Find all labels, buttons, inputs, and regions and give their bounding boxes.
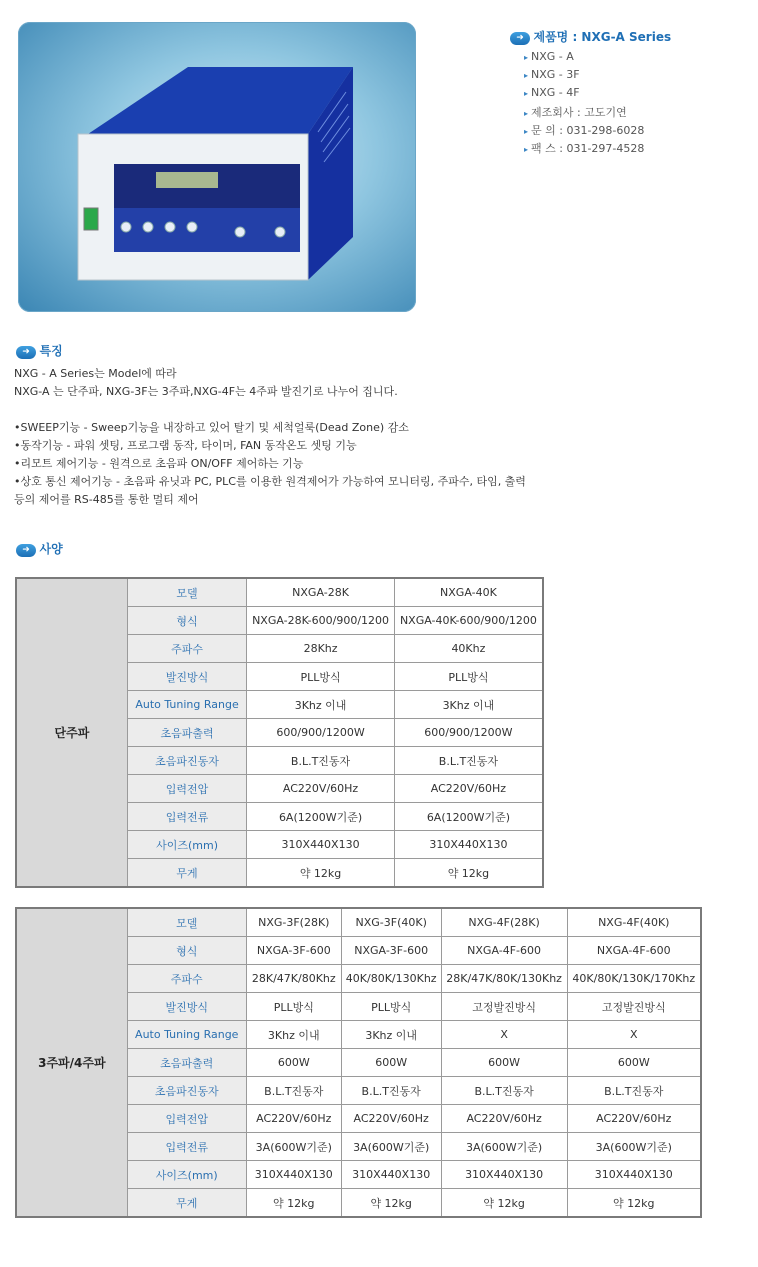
spec-value: 3A(600W기준) <box>341 1133 441 1161</box>
small-arrow-icon: ▸ <box>524 71 529 80</box>
spec-label: 발진방식 <box>127 993 246 1021</box>
spec-value: 약 12kg <box>567 1189 701 1218</box>
spec-label: 입력전압 <box>127 775 246 803</box>
spec-value: 28Khz <box>247 635 395 663</box>
spec-value: 3Khz 이내 <box>394 691 543 719</box>
spec-value: NXGA-3F-600 <box>246 937 341 965</box>
product-item: ▸ NXG - A <box>524 50 574 63</box>
group-label: 3주파/4주파 <box>16 908 127 1217</box>
spec-label: 모델 <box>127 908 246 937</box>
small-arrow-icon: ▸ <box>524 89 529 98</box>
spec-label: 형식 <box>127 937 246 965</box>
spec-value: NXGA-40K-600/900/1200 <box>394 607 543 635</box>
spec-label: 초음파진동자 <box>127 1077 246 1105</box>
spec-value: 3Khz 이내 <box>246 1021 341 1049</box>
spec-value: 310X440X130 <box>341 1161 441 1189</box>
spec-value: NXGA-4F-600 <box>567 937 701 965</box>
spec-value: 약 12kg <box>246 1189 341 1218</box>
spec-label: 발진방식 <box>127 663 246 691</box>
spec-value: PLL방식 <box>394 663 543 691</box>
spec-value: NXG-3F(40K) <box>341 908 441 937</box>
spec-value: NXGA-40K <box>394 578 543 607</box>
spec-value: NXGA-4F-600 <box>441 937 567 965</box>
phone-info: ▸ 문 의 : 031-298-6028 <box>524 124 645 137</box>
spec-value: AC220V/60Hz <box>341 1105 441 1133</box>
arrow-bullet-icon: ➜ <box>510 32 530 45</box>
spec-value: NXGA-28K <box>247 578 395 607</box>
spec-value: NXG-4F(40K) <box>567 908 701 937</box>
spec-value: 40Khz <box>394 635 543 663</box>
spec-value: 약 12kg <box>394 859 543 888</box>
spec-value: 310X440X130 <box>394 831 543 859</box>
spec-value: X <box>567 1021 701 1049</box>
maker-info: ▸ 제조회사 : 고도기연 <box>524 106 627 119</box>
spec-value: 600W <box>441 1049 567 1077</box>
spec-label: 입력전류 <box>127 1133 246 1161</box>
spec-heading: ➜ 사양 <box>16 540 63 557</box>
spec-value: B.L.T진동자 <box>567 1077 701 1105</box>
spec-value: B.L.T진동자 <box>246 1077 341 1105</box>
spec-value: 고정발진방식 <box>567 993 701 1021</box>
spec-value: 310X440X130 <box>246 1161 341 1189</box>
small-arrow-icon: ▸ <box>524 53 529 62</box>
spec-value: 6A(1200W기준) <box>247 803 395 831</box>
spec-value: 3Khz 이내 <box>341 1021 441 1049</box>
spec-value: 약 12kg <box>341 1189 441 1218</box>
group-label: 단주파 <box>16 578 127 887</box>
spec-label: 무게 <box>127 859 246 888</box>
spec-value: 40K/80K/130Khz <box>341 965 441 993</box>
spec-value: B.L.T진동자 <box>441 1077 567 1105</box>
spec-label: 주파수 <box>127 635 246 663</box>
spec-value: AC220V/60Hz <box>441 1105 567 1133</box>
spec-value: AC220V/60Hz <box>567 1105 701 1133</box>
spec-value: 약 12kg <box>441 1189 567 1218</box>
spec-label: 형식 <box>127 607 246 635</box>
spec-value: NXGA-28K-600/900/1200 <box>247 607 395 635</box>
spec-label: 입력전압 <box>127 1105 246 1133</box>
spec-value: AC220V/60Hz <box>247 775 395 803</box>
product-item: ▸ NXG - 3F <box>524 68 580 81</box>
spec-value: 약 12kg <box>247 859 395 888</box>
spec-label: 주파수 <box>127 965 246 993</box>
spec-value: AC220V/60Hz <box>246 1105 341 1133</box>
spec-label: Auto Tuning Range <box>127 1021 246 1049</box>
spec-value: 40K/80K/130K/170Khz <box>567 965 701 993</box>
product-photo <box>18 22 416 312</box>
spec-value: 600W <box>341 1049 441 1077</box>
spec-value: 310X440X130 <box>567 1161 701 1189</box>
small-arrow-icon: ▸ <box>524 145 529 154</box>
features-text: NXG - A Series는 Model에 따라 NXG-A 는 단주파, NXG-3F는 3주파,NXG-4F는 4주파 발진기로 나누어 집니다. •SWEEP기능 - Sweep기능을 내장하고 있어 탈기 및 세척얼룩(Dead Zone) 감소 •동작기능 - 파워 셋팅, 프로그램 동작, 타이머, FAN 동작온도 셋팅 기능 •리모트 제어기능 - 원격으로 초음파 ON/OFF 제어하는 기능 •상호 통신 제어기능 - 초음파 유닛과 PC, PLC를 이용한 원격제어가 가능하여 모니터링, 주파수, 타임, 출력 등의 제어를 RS-485를 통한 멀티 제어 <box>14 367 526 506</box>
spec-label: 모델 <box>127 578 246 607</box>
product-name-row <box>510 28 671 45</box>
table-row <box>16 908 701 937</box>
spec-table-multi <box>15 907 702 1218</box>
spec-value: 3Khz 이내 <box>247 691 395 719</box>
spec-label: 입력전류 <box>127 803 246 831</box>
spec-value: 28K/47K/80K/130Khz <box>441 965 567 993</box>
small-arrow-icon: ▸ <box>524 127 529 136</box>
spec-value: 고정발진방식 <box>441 993 567 1021</box>
spec-value: B.L.T진동자 <box>394 747 543 775</box>
spec-value: 600W <box>567 1049 701 1077</box>
spec-label: 초음파출력 <box>127 719 246 747</box>
product-item: ▸ NXG - 4F <box>524 86 580 99</box>
spec-value: PLL방식 <box>246 993 341 1021</box>
product-name-label: 제품명 : NXG-A Series <box>533 30 672 44</box>
spec-value: NXGA-3F-600 <box>341 937 441 965</box>
spec-label: Auto Tuning Range <box>127 691 246 719</box>
spec-value: 3A(600W기준) <box>246 1133 341 1161</box>
spec-label: 초음파진동자 <box>127 747 246 775</box>
spec-value: B.L.T진동자 <box>247 747 395 775</box>
fax-info: ▸ 팩 스 : 031-297-4528 <box>524 142 645 155</box>
spec-value: NXG-3F(28K) <box>246 908 341 937</box>
spec-table-single <box>15 577 544 888</box>
arrow-bullet-icon: ➜ <box>16 346 36 359</box>
spec-label: 무게 <box>127 1189 246 1218</box>
spec-label: 사이즈(mm) <box>127 1161 246 1189</box>
spec-value: AC220V/60Hz <box>394 775 543 803</box>
spec-value: 600/900/1200W <box>247 719 395 747</box>
spec-value: X <box>441 1021 567 1049</box>
spec-value: 28K/47K/80Khz <box>246 965 341 993</box>
spec-value: PLL방식 <box>247 663 395 691</box>
features-heading: ➜ 특징 <box>16 342 63 359</box>
table-row <box>16 578 543 607</box>
spec-value: 310X440X130 <box>247 831 395 859</box>
small-arrow-icon: ▸ <box>524 109 529 118</box>
ultrasonic-generator-image <box>18 22 416 312</box>
spec-value: 3A(600W기준) <box>567 1133 701 1161</box>
spec-value: B.L.T진동자 <box>341 1077 441 1105</box>
spec-value: 3A(600W기준) <box>441 1133 567 1161</box>
spec-value: 6A(1200W기준) <box>394 803 543 831</box>
spec-label: 사이즈(mm) <box>127 831 246 859</box>
arrow-bullet-icon: ➜ <box>16 544 36 557</box>
spec-value: PLL방식 <box>341 993 441 1021</box>
spec-value: 600/900/1200W <box>394 719 543 747</box>
spec-label: 초음파출력 <box>127 1049 246 1077</box>
spec-value: 600W <box>246 1049 341 1077</box>
spec-value: NXG-4F(28K) <box>441 908 567 937</box>
spec-value: 310X440X130 <box>441 1161 567 1189</box>
